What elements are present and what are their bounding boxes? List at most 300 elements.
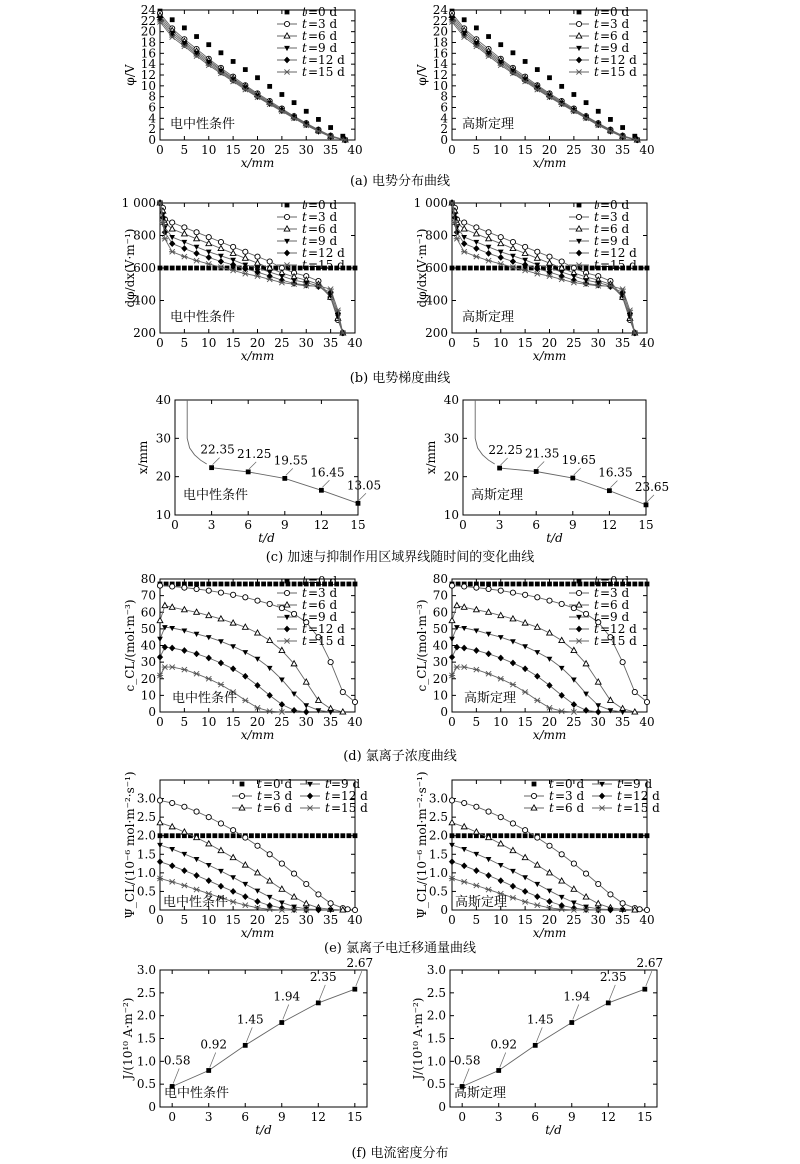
data-point <box>486 809 491 814</box>
legend-var: t <box>302 634 307 648</box>
legend-marker <box>576 46 582 51</box>
data-point <box>498 254 504 260</box>
data-point <box>193 671 199 676</box>
y-tick-label: 20 <box>432 24 448 39</box>
legend-marker <box>531 805 537 810</box>
data-point <box>474 585 479 590</box>
panel-annotation: 电中性条件 <box>170 117 236 132</box>
data-point <box>273 833 278 838</box>
data-point <box>523 828 528 833</box>
x-tick-label: 5 <box>180 913 189 927</box>
chart-f-right <box>411 956 663 1137</box>
series-0 <box>164 956 373 1089</box>
legend <box>569 5 637 79</box>
x-tick-label: 30 <box>298 913 314 927</box>
data-point <box>535 835 540 840</box>
legend-marker <box>284 602 290 607</box>
legend-var: t <box>594 586 599 600</box>
legend-marker <box>284 239 290 244</box>
data-point <box>194 34 199 39</box>
data-point <box>510 883 516 889</box>
legend-label: =3 d <box>600 586 630 600</box>
x-tick-label: 25 <box>566 913 582 927</box>
leader-line <box>286 468 293 475</box>
x-tick-label: 5 <box>472 336 481 350</box>
data-point <box>468 833 473 838</box>
legend-marker <box>239 805 245 810</box>
data-point <box>511 582 516 587</box>
legend-label: =0 d <box>600 5 630 19</box>
data-point <box>230 875 236 880</box>
data-point <box>212 833 217 838</box>
legend-label: =6 d <box>308 222 338 236</box>
data-point <box>230 666 236 672</box>
legend-label: =9 d <box>308 234 338 248</box>
legend-var: t <box>302 198 307 212</box>
leader-line <box>359 493 366 500</box>
data-point <box>559 833 564 838</box>
x-tick-label: 6 <box>241 1110 250 1124</box>
legend-marker <box>240 782 245 787</box>
data-point <box>523 582 528 587</box>
data-point <box>353 582 358 587</box>
data-point <box>291 611 296 616</box>
data-point <box>486 582 491 587</box>
x-tick-label: 30 <box>590 913 606 927</box>
data-point <box>200 266 205 271</box>
y-tick-label: 0.5 <box>426 1077 446 1092</box>
legend-label: =3 d <box>308 586 338 600</box>
y-tick-label: 20 <box>155 469 171 484</box>
y-axis-label: dφ/dx(V·m⁻¹) <box>123 228 137 308</box>
data-point <box>498 582 503 587</box>
data-point <box>267 878 273 883</box>
data-point <box>291 707 297 713</box>
data-point <box>162 665 168 670</box>
data-point <box>595 901 601 906</box>
legend-marker <box>307 793 313 799</box>
data-point <box>255 254 260 259</box>
legend-var: t <box>257 801 262 815</box>
y-tick-label: 2.5 <box>136 985 156 1000</box>
x-tick-label: 12 <box>310 1110 326 1124</box>
data-point <box>206 833 211 838</box>
data-point <box>304 881 309 886</box>
x-tick-label: 0 <box>448 336 456 350</box>
x-axis-label: t/d <box>255 1123 272 1137</box>
data-point <box>352 987 357 992</box>
data-point <box>461 241 467 247</box>
x-axis-label: x/mm <box>240 349 275 363</box>
data-point <box>535 595 540 600</box>
y-tick-label: 8 <box>148 89 156 104</box>
legend-marker <box>284 33 290 38</box>
data-point <box>206 655 212 661</box>
data-point <box>176 266 181 271</box>
legend-label: =6 d <box>263 801 293 815</box>
data-point <box>541 833 546 838</box>
leader-line <box>536 1027 542 1042</box>
data-label: 23.65 <box>634 479 670 494</box>
legend-var: t <box>325 777 330 791</box>
chart-d-right <box>415 572 655 742</box>
data-point <box>607 488 612 493</box>
data-point <box>570 476 575 481</box>
y-tick-label: 16 <box>432 46 448 61</box>
data-point <box>485 887 491 892</box>
legend-var: t <box>594 610 599 624</box>
legend-label: =3 d <box>308 17 338 31</box>
data-point <box>454 665 460 670</box>
data-point <box>255 657 261 662</box>
legend-marker <box>284 69 290 74</box>
data-point <box>328 833 333 838</box>
data-point <box>510 821 515 826</box>
x-tick-label: 30 <box>590 143 606 157</box>
data-point <box>218 590 223 595</box>
data-point <box>608 833 613 838</box>
data-point <box>523 244 528 249</box>
data-point <box>523 833 528 838</box>
legend-label: =3 d <box>555 789 585 803</box>
data-point <box>292 266 297 271</box>
data-point <box>468 266 473 271</box>
data-point <box>194 586 199 591</box>
leader-line <box>246 1027 252 1042</box>
panel-annotation: 高斯定理 <box>455 895 508 910</box>
y-tick-label: 12 <box>140 68 156 82</box>
data-point <box>583 871 588 876</box>
y-tick-label: 20 <box>443 469 459 484</box>
data-point <box>267 833 272 838</box>
data-label: 1.45 <box>526 1012 554 1027</box>
data-point <box>164 266 169 271</box>
data-point <box>291 894 297 899</box>
x-tick-label: 15 <box>637 1110 653 1124</box>
data-point <box>218 258 224 264</box>
data-point <box>218 682 224 687</box>
data-point <box>206 588 211 593</box>
y-tick-label: 60 <box>140 605 156 620</box>
data-point <box>596 109 601 114</box>
legend-label: =0 d <box>308 574 338 588</box>
y-axis-label: c_CL/(mol·m⁻³) <box>123 599 137 692</box>
x-axis-label: t/d <box>258 531 275 545</box>
x-tick-label: 0 <box>156 715 164 729</box>
data-point <box>535 249 540 254</box>
legend-marker <box>576 33 582 38</box>
legend-var: t <box>617 777 622 791</box>
data-label: 0.58 <box>163 1053 191 1068</box>
legend-label: =9 d <box>308 41 338 55</box>
data-point <box>547 889 553 894</box>
data-point <box>169 863 175 869</box>
data-point <box>569 1020 574 1025</box>
y-tick-label: 18 <box>140 35 156 50</box>
figure-caption: (b) 电势梯度曲线 <box>349 371 451 386</box>
data-point <box>534 469 539 474</box>
data-point <box>596 881 601 886</box>
data-point <box>353 833 358 838</box>
y-tick-label: 0 <box>148 133 156 147</box>
y-tick-label: 40 <box>443 393 459 407</box>
data-point <box>606 1000 611 1005</box>
data-point <box>510 895 516 900</box>
data-point <box>206 676 212 681</box>
data-label: 0.58 <box>453 1053 481 1068</box>
legend-var: t <box>594 65 599 79</box>
x-tick-label: 12 <box>313 518 330 532</box>
data-point <box>170 584 175 589</box>
data-label: 1.94 <box>273 989 301 1004</box>
panel-annotation: 高斯定理 <box>462 310 515 325</box>
x-axis-label: x/mm <box>240 926 275 940</box>
data-point <box>449 617 455 622</box>
data-label: 0.92 <box>490 1037 518 1052</box>
data-point <box>492 582 497 587</box>
legend-label: =15 d <box>308 258 345 272</box>
data-point <box>157 617 163 622</box>
data-point <box>194 651 200 657</box>
data-point <box>456 833 461 838</box>
data-point <box>571 92 576 97</box>
y-tick-label: 400 <box>425 293 448 308</box>
data-point <box>454 602 460 607</box>
data-point <box>632 689 637 694</box>
data-point <box>510 660 516 666</box>
y-tick-label: 20 <box>140 671 156 686</box>
data-point <box>218 847 224 852</box>
legend-marker <box>576 626 582 632</box>
x-tick-label: 35 <box>322 336 339 350</box>
y-tick-label: 0.5 <box>136 884 156 899</box>
legend-var: t <box>302 5 307 19</box>
legend-var: t <box>594 198 599 212</box>
data-point <box>181 254 187 259</box>
y-tick-label: 14 <box>140 57 156 72</box>
data-point <box>559 601 564 606</box>
x-tick-label: 0 <box>171 518 179 532</box>
data-point <box>279 701 285 707</box>
legend-marker <box>577 203 582 208</box>
data-point <box>626 833 631 838</box>
legend-marker <box>532 782 537 787</box>
legend-label: =3 d <box>263 789 293 803</box>
data-point <box>571 886 577 891</box>
x-tick-label: 12 <box>601 518 618 532</box>
data-point <box>517 833 522 838</box>
legend-marker <box>599 805 605 810</box>
data-point <box>218 239 223 244</box>
x-axis-label: x/mm <box>240 728 275 742</box>
data-point <box>193 258 199 263</box>
data-point <box>620 125 625 130</box>
x-tick-label: 9 <box>280 518 289 532</box>
legend-marker <box>284 57 290 63</box>
chart-a-right <box>415 3 655 170</box>
data-point <box>255 598 260 603</box>
x-tick-label: 40 <box>347 143 363 157</box>
data-point <box>522 888 528 894</box>
data-point <box>553 582 558 587</box>
legend-marker <box>576 590 581 595</box>
legend-var: t <box>302 53 307 67</box>
data-label: 1.94 <box>563 989 591 1004</box>
data-point <box>182 868 188 874</box>
y-tick-label: 0 <box>148 903 156 917</box>
data-point <box>292 833 297 838</box>
data-label: 2.35 <box>309 969 337 984</box>
legend-marker <box>599 782 605 787</box>
legend-label: =15 d <box>600 634 637 648</box>
x-tick-label: 0 <box>156 143 164 157</box>
data-point <box>462 220 467 225</box>
data-point <box>194 250 200 256</box>
y-tick-label: 4 <box>440 111 448 126</box>
data-point <box>243 67 248 72</box>
data-point <box>169 879 175 884</box>
data-point <box>328 125 333 130</box>
data-point <box>462 17 467 22</box>
data-point <box>620 833 625 838</box>
data-point <box>637 907 642 912</box>
y-tick-label: 200 <box>425 326 448 340</box>
x-tick-label: 0 <box>458 1110 466 1124</box>
data-point <box>243 835 248 840</box>
legend-marker <box>307 782 313 787</box>
data-point <box>454 644 460 650</box>
leader-line <box>283 1005 289 1020</box>
legend-var: t <box>617 801 622 815</box>
legend-marker <box>576 250 582 256</box>
data-point <box>522 666 528 672</box>
data-point <box>510 590 515 595</box>
data-point <box>583 611 588 616</box>
x-tick-label: 25 <box>274 913 290 927</box>
legend-label: =12 d <box>308 53 345 67</box>
data-point <box>291 871 296 876</box>
y-tick-label: 1.0 <box>426 1054 446 1069</box>
data-point <box>559 259 564 264</box>
data-point <box>498 655 504 661</box>
legend-var: t <box>594 258 599 272</box>
y-tick-label: 1.0 <box>136 1054 156 1069</box>
data-point <box>230 855 236 860</box>
data-point <box>279 647 285 652</box>
x-tick-label: 10 <box>201 143 217 157</box>
legend-label: =3 d <box>308 210 338 224</box>
data-point <box>522 875 528 880</box>
leader-line <box>610 481 617 488</box>
panel-annotation: 电中性条件 <box>170 310 236 325</box>
legend-marker <box>284 214 289 219</box>
x-tick-label: 35 <box>614 913 631 927</box>
data-point <box>596 833 601 838</box>
data-label: 16.35 <box>598 465 633 480</box>
x-tick-label: 10 <box>493 336 509 350</box>
panel-annotation: 高斯定理 <box>464 691 517 706</box>
data-point <box>279 92 284 97</box>
x-tick-label: 20 <box>249 336 266 350</box>
data-point <box>273 582 278 587</box>
data-point <box>206 254 212 260</box>
data-point <box>316 1000 321 1005</box>
legend-label: =12 d <box>331 789 368 803</box>
y-axis-label: x/mm <box>136 440 150 475</box>
legend-marker <box>599 793 605 799</box>
y-tick-label: 20 <box>140 24 156 39</box>
x-tick-label: 25 <box>566 336 582 350</box>
y-tick-label: 2.0 <box>136 828 156 843</box>
y-tick-label: 0 <box>148 1100 156 1114</box>
data-label: 2.35 <box>599 969 627 984</box>
x-tick-label: 0 <box>459 518 467 532</box>
x-tick-label: 35 <box>322 143 339 157</box>
legend-label: =15 d <box>331 801 368 815</box>
x-tick-label: 25 <box>274 336 290 350</box>
leader-line <box>609 985 615 1000</box>
x-tick-label: 30 <box>590 336 606 350</box>
y-tick-label: 1.0 <box>136 865 156 880</box>
data-point <box>571 861 576 866</box>
data-point <box>231 592 236 597</box>
legend-var: t <box>594 210 599 224</box>
x-tick-label: 10 <box>493 143 509 157</box>
y-axis-label: J/(10¹⁰ A·m⁻²) <box>411 997 425 1080</box>
data-point <box>279 886 285 891</box>
data-point <box>242 894 248 900</box>
data-point <box>206 1068 211 1073</box>
legend-marker <box>284 250 290 256</box>
legend-label: =15 d <box>600 258 637 272</box>
data-label: 19.65 <box>561 453 596 468</box>
data-point <box>504 833 509 838</box>
y-tick-label: 10 <box>443 508 459 522</box>
x-tick-label: 15 <box>225 715 241 729</box>
x-tick-label: 0 <box>156 336 164 350</box>
data-point <box>644 699 649 704</box>
legend-label: =9 d <box>623 777 653 791</box>
data-point <box>498 266 503 271</box>
legend-marker <box>531 793 536 798</box>
data-point <box>462 833 467 838</box>
data-point <box>231 833 236 838</box>
y-tick-label: 60 <box>432 605 448 620</box>
legend-label: =15 d <box>308 65 345 79</box>
legend-marker <box>284 615 290 620</box>
data-point <box>242 698 248 703</box>
legend-var: t <box>302 222 307 236</box>
data-point <box>474 245 480 251</box>
data-point <box>468 582 473 587</box>
data-point <box>547 843 552 848</box>
data-label: 22.35 <box>200 442 235 457</box>
panel-annotation: 高斯定理 <box>471 488 524 503</box>
x-tick-label: 15 <box>350 518 366 532</box>
data-point <box>200 582 205 587</box>
legend-label: =15 d <box>308 634 345 648</box>
y-tick-label: 10 <box>140 78 156 93</box>
x-tick-label: 20 <box>249 715 266 729</box>
x-tick-label: 3 <box>207 518 216 532</box>
data-point <box>571 582 576 587</box>
data-point <box>642 987 647 992</box>
data-point <box>523 59 528 64</box>
data-point <box>182 245 188 251</box>
legend-label: =0 d <box>555 777 585 791</box>
data-label: 2.67 <box>346 956 374 971</box>
data-point <box>176 582 181 587</box>
